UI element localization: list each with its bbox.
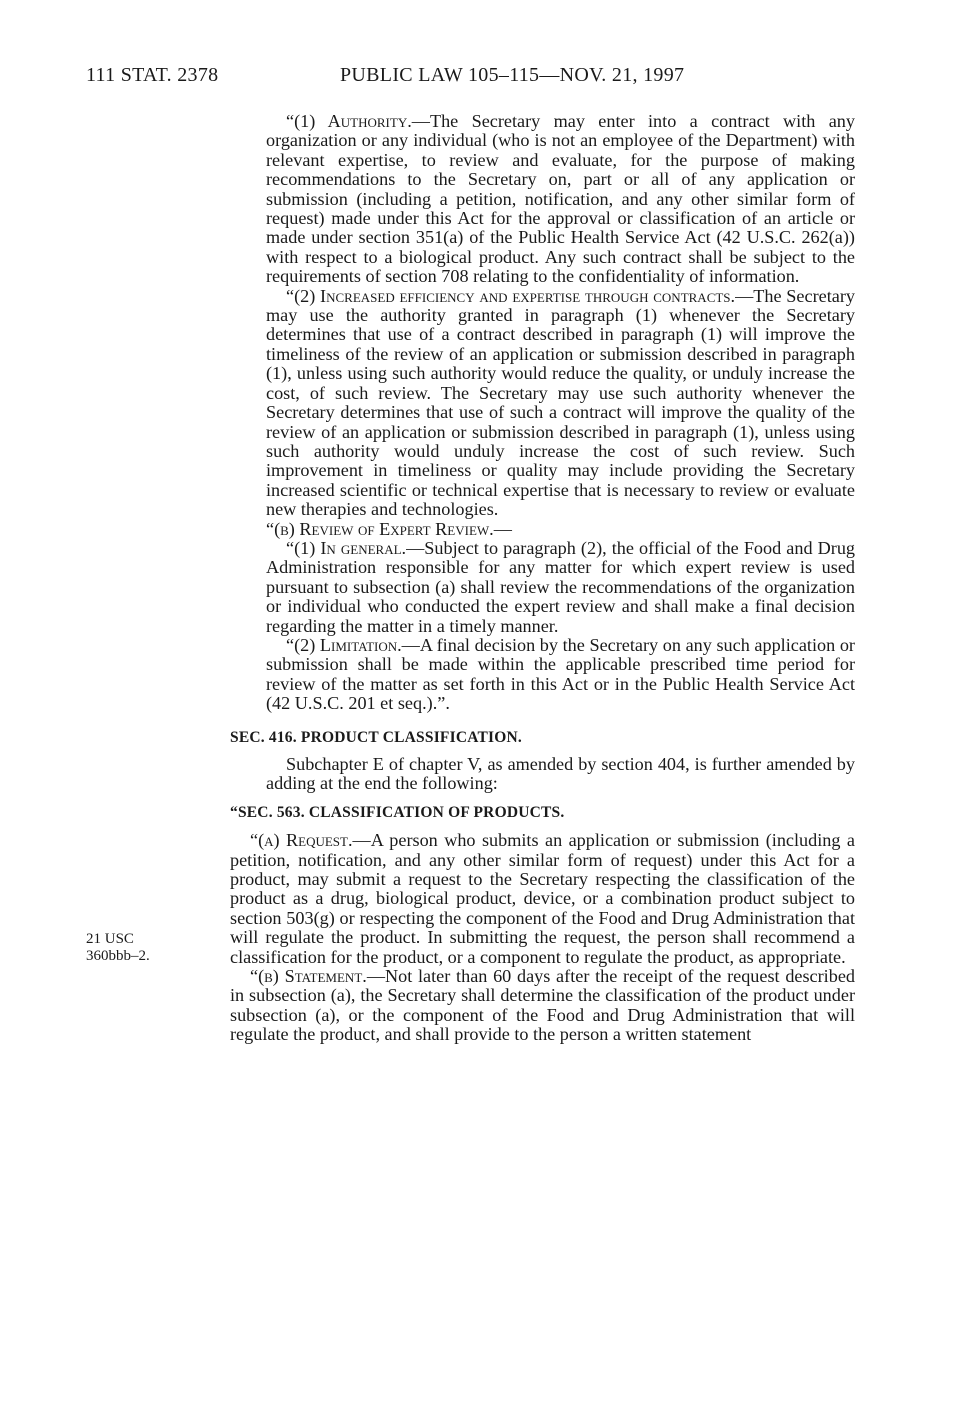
paragraph-request [230, 831, 855, 967]
section-563-body [230, 831, 855, 1044]
margin-citation [86, 931, 196, 965]
paragraph-text: —A person who submits an application or submission (including a petition, notification, and any other similar form of request) under this Act for a product, may submit a request to the Secretary respecting the classification of the product as a drug, biological product, device, or a combination product subject to section 503(g) or respecting the component of the Food and Drug Administration that will regulate the product. In submitting the request, the person shall recommend a classification for the product, or a component to regulate the product, as appropriate. [230, 830, 855, 967]
body-text [230, 111, 856, 1045]
paragraph-label: “(a) Request. [250, 830, 353, 851]
page-header [86, 64, 866, 88]
paragraph-text: —The Secretary may use the authority granted in paragraph (1) whenever the Secretary determines that use of a contract described in paragraph (1) will improve the timeliness of the review of an application or submission described in paragraph (1), unless using such authority would reduce the quality, or unduly increase the cost, of such review. The Secretary may use such authority whenever the Secretary determines that use of such a contract will improve the quality of the review of an application or submission described in paragraph (1), unless using such authority would unduly increase the cost of such review. Such improvement in timeliness or quality may include providing the Secretary increased scientific or technical expertise that is necessary to review or evaluate new therapies and technologies. [266, 285, 855, 520]
subsection-heading-text: “(b) Review of Expert Review.— [266, 518, 512, 539]
paragraph-limitation [266, 636, 855, 714]
subsection-b-heading [266, 520, 855, 539]
paragraph-statement [230, 967, 855, 1045]
public-law-citation: PUBLIC LAW 105–115—NOV. 21, 1997 [340, 64, 685, 86]
paragraph-in-general [266, 539, 855, 636]
paragraph-label: “(1) In general. [286, 537, 407, 558]
paragraph-text: —A final decision by the Secretary on any such application or submission shall be made within the applicable prescribed time period for review of the matter as set forth in this Act or in the Public Health Service Act (42 U.S.C. 201 et seq.).”. [266, 634, 855, 714]
section-416-text: Subchapter E of chapter V, as amended by section 404, is further amended by adding at the end the following: [266, 754, 855, 794]
paragraph-text: —Not later than 60 days after the receipt of the request described in subsection (a), the Secretary shall determine the classification of the product under subsection (a), or the component of the Food and Drug Administration that will regulate the product, and shall provide to the person a written statement [230, 966, 855, 1045]
section-563-heading: “SEC. 563. CLASSIFICATION OF PRODUCTS. [230, 803, 565, 821]
paragraph-label: “(1) Authority. [286, 111, 412, 131]
statute-page-number: 111 STAT. 2378 [86, 64, 219, 86]
paragraph-label: “(b) Statement. [250, 966, 367, 987]
paragraph-text: —Subject to paragraph (2), the official of the Food and Drug Administration responsible for any matter for which expert review is used pursuant to subsection (a) shall review the recommendations of the organization or individual who conducted the expert review and shall make a final decision regarding the matter in a timely manner. [266, 537, 856, 636]
margin-citation-line2: 360bbb–2. [86, 948, 150, 964]
paragraph-label: “(2) Increased efficiency and expertise through contracts. [286, 285, 736, 306]
paragraph-text: —The Secretary may enter into a contract with any organization or any individual (who is not an employee of the Department) with relevant expertise, to review and evaluate, for the purpose of making recommendations to the Secretary on, part or all of any application or submission (including a petition, notification, and any other similar form of request) made under this Act for the approval or classification of an article or made under section 351(a) of the Public Health Service Act (42 U.S.C. 262(a)) with respect to a biological product. Any such contract shall be subject to the requirements of section 708 relating to the confidentiality of information. [266, 111, 855, 287]
section-416-heading: SEC. 416. PRODUCT CLASSIFICATION. [230, 728, 522, 746]
paragraph-increased-efficiency [266, 287, 855, 520]
paragraph-authority [266, 112, 855, 287]
margin-citation-line1: 21 USC [86, 931, 134, 947]
paragraph-label: “(2) Limitation. [286, 634, 402, 655]
